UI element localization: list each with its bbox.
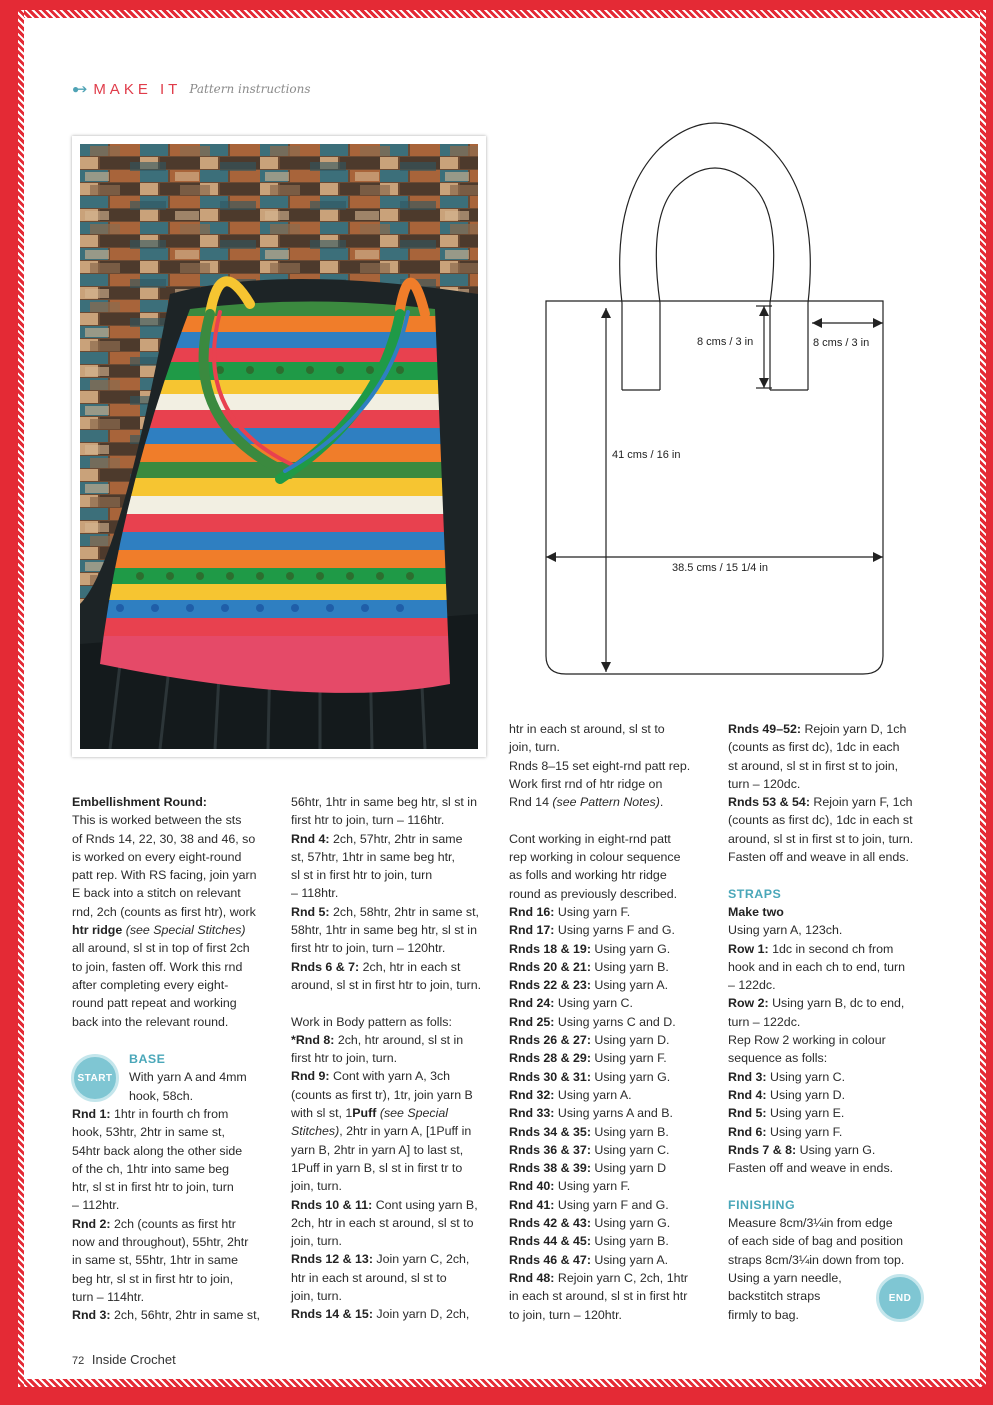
column-4 bbox=[728, 720, 933, 1324]
text-line: turn – 122dc. bbox=[728, 1014, 801, 1029]
text-line: st around, sl st in first st to join, bbox=[728, 758, 899, 773]
border-zigzag-right bbox=[980, 10, 986, 1386]
base-intro-1: With yarn A and 4mm bbox=[129, 1070, 247, 1085]
text-line: Rnds 7 & 8: Using yarn G. bbox=[728, 1142, 876, 1157]
text-line: 58htr, 1htr in same beg htr, sl st in bbox=[291, 923, 477, 938]
text-line: Rnds 34 & 35: Using yarn B. bbox=[509, 1124, 669, 1139]
bag-photo-frame bbox=[72, 136, 486, 757]
text-line: (counts as first tr), 1tr, join yarn B bbox=[291, 1087, 473, 1102]
text-line: is worked on every eight-round bbox=[72, 849, 242, 864]
text-line: Work in Body pattern as folls: bbox=[291, 1014, 452, 1029]
text-line: Rnds 46 & 47: Using yarn A. bbox=[509, 1252, 669, 1267]
text-line: Rnd 33: Using yarns A and B. bbox=[509, 1106, 673, 1121]
text-line: patt rep. With RS facing, join yarn bbox=[72, 868, 257, 883]
text-line: turn – 120dc. bbox=[728, 776, 801, 791]
section-subtitle: Pattern instructions bbox=[189, 82, 311, 96]
height-label: 41 cms / 16 in bbox=[612, 449, 681, 461]
text-line: with sl st, 1Puff (see Special bbox=[291, 1106, 449, 1121]
text-line: turn – 114htr. bbox=[72, 1289, 145, 1304]
text-line: Rnds 53 & 54: Rejoin yarn F, 1ch bbox=[728, 795, 913, 810]
bag-size-diagram bbox=[540, 108, 890, 684]
bag-photo bbox=[80, 144, 478, 749]
text-line: first htr to join, turn – 116htr. bbox=[291, 813, 445, 828]
text-line: join, turn. bbox=[291, 1179, 342, 1194]
text-line: Rnd 40: Using yarn F. bbox=[509, 1179, 631, 1194]
text-line: in same st, 55htr, 1htr in same bbox=[72, 1253, 238, 1268]
text-line: rnd, 2ch (counts as first htr), work bbox=[72, 904, 256, 919]
text-line: This is worked between the sts bbox=[72, 813, 242, 828]
text-line: Rnd 32: Using yarn A. bbox=[509, 1087, 632, 1102]
text-line: straps 8cm/3¼in down from top. bbox=[728, 1252, 905, 1267]
section-title: MAKE IT bbox=[93, 80, 182, 98]
page-number: 72 bbox=[72, 1355, 85, 1367]
text-line: Cont working in eight-rnd patt bbox=[509, 831, 671, 846]
text-line: Rnds 36 & 37: Using yarn C. bbox=[509, 1142, 670, 1157]
text-line: Using a yarn needle, bbox=[728, 1270, 842, 1285]
text-line: all around, sl st in top of first 2ch bbox=[72, 941, 250, 956]
text-line: Rnd 14 (see Pattern Notes). bbox=[509, 795, 664, 810]
text-line: *Rnd 8: 2ch, htr around, sl st in bbox=[291, 1032, 464, 1047]
end-badge: END bbox=[876, 1274, 924, 1322]
text-line: Rnds 14 & 15: Join yarn D, 2ch, bbox=[291, 1307, 470, 1322]
text-line: now and throughout), 55htr, 2htr bbox=[72, 1235, 249, 1250]
strap-gap-label: 8 cms / 3 in bbox=[697, 336, 754, 348]
crochet-bag-illustration bbox=[80, 144, 478, 749]
text-line: – 118htr. bbox=[291, 886, 339, 901]
text-line: join, turn. bbox=[509, 740, 560, 755]
text-line: Rnd 5: 2ch, 58htr, 2htr in same st, bbox=[291, 904, 479, 919]
text-line: around, sl st in first st to join, turn. bbox=[728, 831, 914, 846]
text-line: as folls and working htr ridge bbox=[509, 868, 667, 883]
text-line: Rnds 38 & 39: Using yarn D bbox=[509, 1161, 667, 1176]
text-line: htr, sl st in first htr to join, turn bbox=[72, 1180, 234, 1195]
text-line: around, sl st in first htr to join, turn. bbox=[291, 977, 482, 992]
text-line: Rnd 2: 2ch (counts as first htr bbox=[72, 1216, 236, 1231]
text-line: Rnds 18 & 19: Using yarn G. bbox=[509, 941, 671, 956]
text-line: back into the relevant round. bbox=[72, 1014, 229, 1029]
text-line: round as previously described. bbox=[509, 886, 678, 901]
text-line: Rnds 30 & 31: Using yarn G. bbox=[509, 1069, 671, 1084]
text-line: Rnds 20 & 21: Using yarn B. bbox=[509, 959, 669, 974]
text-line: firmly to bag. bbox=[728, 1307, 799, 1322]
text-line: Rep Row 2 working in colour bbox=[728, 1033, 886, 1048]
text-line: Rnds 49–52: Rejoin yarn D, 1ch bbox=[728, 722, 907, 736]
border-zigzag-top bbox=[18, 10, 986, 18]
text-line: Make two bbox=[728, 904, 784, 919]
text-line: htr ridge (see Special Stitches) bbox=[72, 923, 246, 938]
text-line: – 122dc. bbox=[728, 978, 776, 993]
strap-inset-label: 8 cms / 3 in bbox=[813, 337, 870, 349]
text-line: Rnd 16: Using yarn F. bbox=[509, 904, 631, 919]
text-line: Rnds 26 & 27: Using yarn D. bbox=[509, 1033, 670, 1048]
text-line: sl st in first htr to join, turn bbox=[291, 868, 433, 883]
text-line: of each side of bag and position bbox=[728, 1234, 903, 1249]
text-line: Rnds 44 & 45: Using yarn B. bbox=[509, 1234, 669, 1249]
text-line: Rnds 42 & 43: Using yarn G. bbox=[509, 1216, 671, 1231]
text-line: 1Puff in yarn B, sl st in first tr to bbox=[291, 1160, 463, 1175]
magazine-title: Inside Crochet bbox=[91, 1352, 176, 1367]
text-line: Rnd 5: Using yarn E. bbox=[728, 1106, 845, 1121]
text-line: Rnd 3: 2ch, 56htr, 2htr in same st, bbox=[72, 1308, 260, 1323]
text-line: Rnd 41: Using yarn F and G. bbox=[509, 1197, 669, 1212]
base-heading-block bbox=[129, 1050, 279, 1105]
text-line: hook, 53htr, 2htr in same st, bbox=[72, 1125, 225, 1140]
text-line: Stitches), 2htr in yarn A, [1Puff in bbox=[291, 1124, 472, 1139]
bag-outline-svg bbox=[540, 108, 890, 684]
border-zigzag-bottom bbox=[18, 1379, 986, 1387]
text-line: st, 57htr, 1htr in same beg htr, bbox=[291, 849, 455, 864]
text-line: to join, fasten off. Work this rnd bbox=[72, 959, 243, 974]
text-line: Rnd 24: Using yarn C. bbox=[509, 996, 633, 1011]
text-line: Rnds 12 & 13: Join yarn C, 2ch, bbox=[291, 1252, 470, 1267]
start-badge: START bbox=[71, 1054, 119, 1102]
text-line: first htr to join, turn – 120htr. bbox=[291, 941, 446, 956]
paragraph-gap bbox=[291, 994, 496, 1012]
text-line: Rnds 28 & 29: Using yarn F. bbox=[509, 1051, 667, 1066]
text-line: backstitch straps bbox=[728, 1289, 821, 1304]
text-line: hook and in each ch to end, turn bbox=[728, 959, 906, 974]
text-line: round patt repeat and working bbox=[72, 996, 237, 1011]
text-line: (counts as first dc), 1dc in each bbox=[728, 740, 900, 755]
text-line: join, turn. bbox=[291, 1289, 342, 1304]
text-line: join, turn. bbox=[291, 1234, 342, 1249]
paragraph-gap bbox=[509, 811, 714, 829]
paragraph-gap bbox=[728, 866, 933, 884]
text-line: Rnds 22 & 23: Using yarn A. bbox=[509, 978, 669, 993]
base-instructions bbox=[72, 1105, 277, 1325]
text-line: – 112htr. bbox=[72, 1198, 120, 1213]
border-left bbox=[0, 0, 20, 1405]
text-line: of Rnds 14, 22, 30, 38 and 46, so bbox=[72, 831, 256, 846]
text-line: yarn B, 2htr in yarn A] to last st, bbox=[291, 1142, 464, 1157]
text-line: htr in each st around, sl st to bbox=[509, 722, 665, 736]
text-line: rep working in colour sequence bbox=[509, 850, 681, 865]
text-line: Fasten off and weave in ends. bbox=[728, 1161, 894, 1176]
text-line: Measure 8cm/3¼in from edge bbox=[728, 1216, 893, 1231]
text-line: Fasten off and weave in all ends. bbox=[728, 850, 909, 865]
text-line: Rnds 8–15 set eight-rnd patt rep. bbox=[509, 758, 691, 773]
base-heading: BASE bbox=[129, 1052, 166, 1066]
text-line: sequence as folls: bbox=[728, 1051, 828, 1066]
text-line: Rnds 10 & 11: Cont using yarn B, bbox=[291, 1197, 478, 1212]
text-line: Using yarn A, 123ch. bbox=[728, 923, 843, 938]
page-footer bbox=[72, 1352, 176, 1367]
column-1 bbox=[72, 793, 277, 1031]
section-header bbox=[72, 79, 311, 99]
text-line: Embellishment Round: bbox=[72, 795, 207, 809]
text-line: to join, turn – 120htr. bbox=[509, 1307, 622, 1322]
column-2 bbox=[291, 793, 496, 1324]
text-line: first htr to join, turn. bbox=[291, 1051, 398, 1066]
text-line: Work first rnd of htr ridge on bbox=[509, 776, 663, 791]
arrow-icon: ●➔ bbox=[72, 82, 86, 96]
text-line: Rnd 17: Using yarns F and G. bbox=[509, 923, 675, 938]
text-line: Rnd 9: Cont with yarn A, 3ch bbox=[291, 1069, 451, 1084]
text-line: 2ch, htr in each st around, sl st to bbox=[291, 1215, 474, 1230]
text-line: Row 1: 1dc in second ch from bbox=[728, 941, 894, 956]
border-zigzag-left bbox=[18, 10, 24, 1386]
paragraph-gap bbox=[728, 1177, 933, 1195]
column-3 bbox=[509, 720, 714, 1324]
text-line: Rnd 3: Using yarn C. bbox=[728, 1069, 846, 1084]
text-line: of the ch, 1htr into same beg bbox=[72, 1161, 230, 1176]
text-line: Rnd 4: Using yarn D. bbox=[728, 1087, 846, 1102]
text-line: after completing every eight- bbox=[72, 977, 229, 992]
width-label: 38.5 cms / 15 1/4 in bbox=[672, 562, 768, 574]
text-line: Rnd 1: 1htr in fourth ch from bbox=[72, 1107, 229, 1121]
text-line: 54htr back along the other side bbox=[72, 1143, 243, 1158]
text-line: in each st around, sl st in first htr bbox=[509, 1289, 688, 1304]
text-line: htr in each st around, sl st to bbox=[291, 1270, 447, 1285]
section-heading: FINISHING bbox=[728, 1197, 796, 1212]
section-heading: STRAPS bbox=[728, 886, 782, 901]
text-line: Rnd 48: Rejoin yarn C, 2ch, 1htr bbox=[509, 1270, 689, 1285]
text-line: 56htr, 1htr in same beg htr, sl st in bbox=[291, 795, 477, 809]
text-line: Rnds 6 & 7: 2ch, htr in each st bbox=[291, 959, 461, 974]
text-line: Rnd 25: Using yarns C and D. bbox=[509, 1014, 676, 1029]
text-line: Rnd 4: 2ch, 57htr, 2htr in same bbox=[291, 831, 463, 846]
text-line: Rnd 6: Using yarn F. bbox=[728, 1124, 843, 1139]
text-line: Row 2: Using yarn B, dc to end, bbox=[728, 996, 905, 1011]
text-line: (counts as first dc), 1dc in each st bbox=[728, 813, 913, 828]
text-line: E back into a stitch on relevant bbox=[72, 886, 241, 901]
base-intro-2: hook, 58ch. bbox=[129, 1088, 194, 1103]
text-line: beg htr, sl st in first htr to join, bbox=[72, 1271, 234, 1286]
